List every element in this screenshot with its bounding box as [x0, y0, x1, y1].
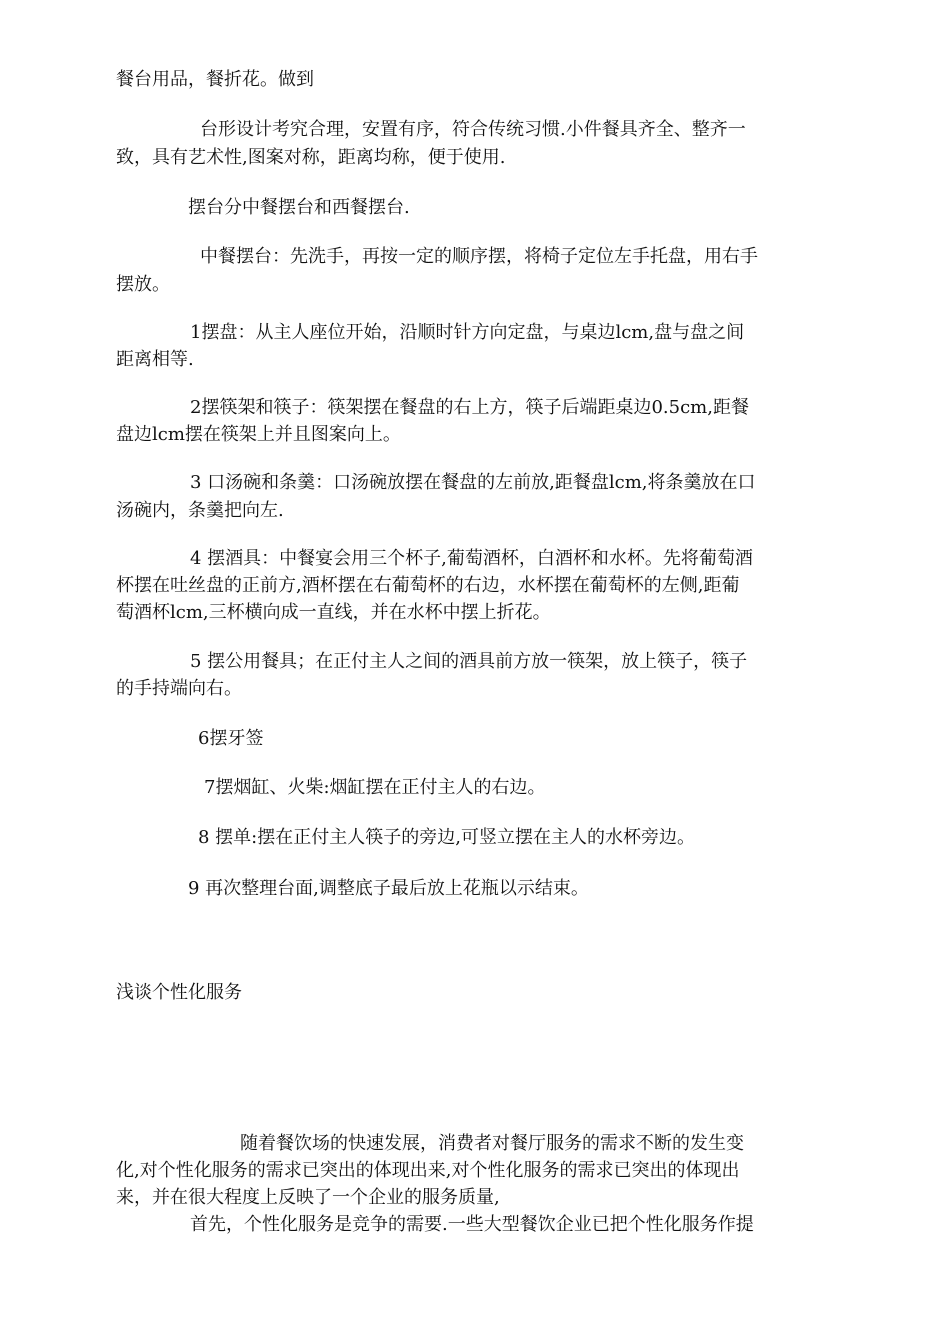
- text-line: 6摆牙签: [198, 728, 264, 749]
- text-line: 盘边lcm摆在筷架上并且图案向上。: [116, 424, 401, 445]
- text-line: 化,对个性化服务的需求已突出的体现出来,对个性化服务的需求已突出的体现出: [116, 1160, 740, 1181]
- text-line: 随着餐饮场的快速发展，消费者对餐厅服务的需求不断的发生变: [240, 1133, 744, 1154]
- text-line: 7摆烟缸、火柴:烟缸摆在正付主人的右边。: [204, 777, 546, 798]
- text-line: 台形设计考究合理，安置有序，符合传统习惯.小件餐具齐全、整齐一: [200, 119, 746, 140]
- text-line: 杯摆在吐丝盘的正前方,酒杯摆在右葡萄杯的右边，水杯摆在葡萄杯的左侧,距葡: [116, 575, 740, 596]
- text-line: 1摆盘：从主人座位开始，沿顺时针方向定盘，与桌边lcm,盘与盘之间: [190, 322, 745, 343]
- text-line: 4 摆酒具：中餐宴会用三个杯子,葡萄酒杯，白酒杯和水杯。先将葡萄酒: [190, 548, 753, 569]
- section-title: 浅谈个性化服务: [116, 982, 242, 1003]
- text-line: 来，并在很大程度上反映了一个企业的服务质量,: [116, 1187, 500, 1208]
- text-line: 摆台分中餐摆台和西餐摆台.: [188, 197, 410, 218]
- text-line: 9 再次整理台面,调整底子最后放上花瓶以示结束。: [188, 878, 589, 899]
- text-line: 的手持端向右。: [116, 678, 242, 699]
- text-line: 中餐摆台：先洗手，再按一定的顺序摆，将椅子定位左手托盘，用右手: [200, 246, 758, 267]
- text-line: 2摆筷架和筷子：筷架摆在餐盘的右上方，筷子后端距桌边0.5cm,距餐: [190, 397, 749, 418]
- text-line: 8 摆单:摆在正付主人筷子的旁边,可竖立摆在主人的水杯旁边。: [198, 827, 695, 848]
- text-line: 5 摆公用餐具；在正付主人之间的酒具前方放一筷架，放上筷子，筷子: [190, 651, 748, 672]
- text-line: 致，具有艺术性,图案对称，距离均称，便于使用.: [116, 147, 506, 168]
- text-line: 餐台用品，餐折花。做到: [116, 69, 314, 90]
- text-line: 摆放。: [116, 274, 170, 295]
- text-line: 首先，个性化服务是竞争的需要.一些大型餐饮企业已把个性化服务作提: [190, 1214, 754, 1235]
- text-line: 距离相等.: [116, 349, 194, 370]
- text-line: 汤碗内，条羹把向左.: [116, 500, 284, 521]
- text-line: 萄酒杯lcm,三杯横向成一直线，并在水杯中摆上折花。: [116, 602, 551, 623]
- text-line: 3 口汤碗和条羹：口汤碗放摆在餐盘的左前放,距餐盘lcm,将条羹放在口: [190, 472, 756, 493]
